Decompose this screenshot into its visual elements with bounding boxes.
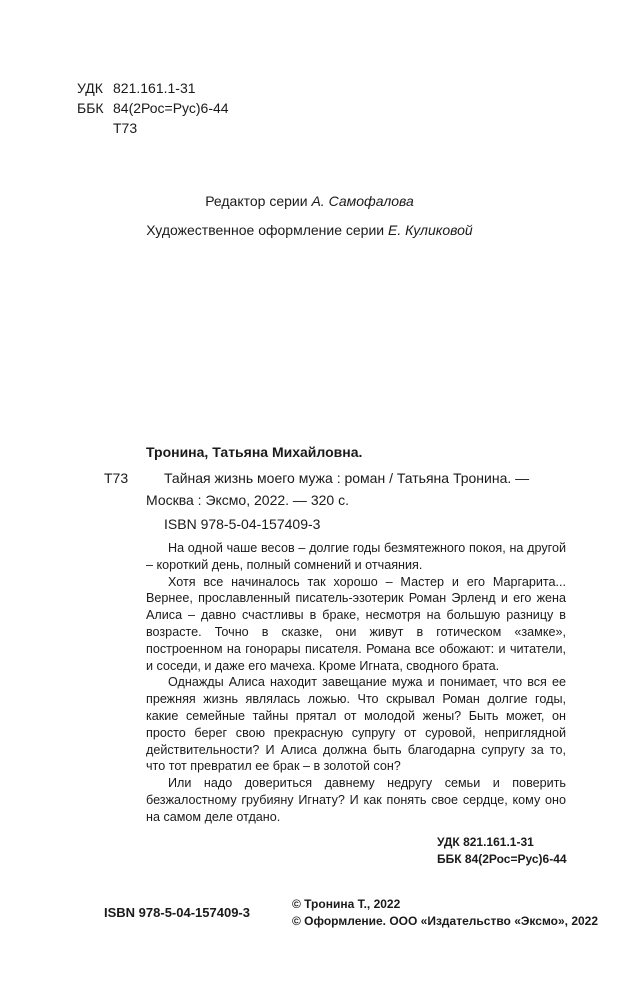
- bottom-isbn: ISBN 978-5-04-157409-3: [104, 905, 250, 921]
- record-mark: Т73: [104, 470, 129, 486]
- classification-block: [77, 78, 229, 138]
- record-title-1: Тайная жизнь моего мужа : роман / Татьяна Тронина. —: [164, 470, 530, 486]
- footer-bbk: ББК 84(2Рос=Рус)6-44: [437, 851, 567, 866]
- design-label: Художественное оформление серии: [146, 222, 385, 238]
- annotation-paragraph: Хотя все начиналось так хорошо – Мастер и его Маргарита... Вернее, прославленный писатель-эзотерик Роман Эрленд и его жена Алиса – давно счастливы в браке, несмотря на большую разницу в возрасте. Точно в сказке, они живут в готическом «замке», построенном на гонорары писателя. Романа все обожают: и читатели, и соседи, и даже его мачеха. Кроме Игната, сводного брата.: [146, 574, 566, 673]
- footer-udk: УДК 821.161.1-31: [437, 834, 534, 849]
- bbk-code: 84(2Рос=Рус)6-44: [113, 100, 229, 116]
- series-editor: [0, 193, 619, 209]
- copyright-author: © Тронина Т., 2022: [292, 896, 401, 911]
- lower-section: [104, 540, 599, 930]
- series-design: [0, 222, 619, 238]
- designer-name: Е. Куликовой: [388, 222, 473, 238]
- annotation-paragraph: Или надо довериться давнему недругу семьи и поверить безжалостному грубияну Игнату? И как понять свое сердце, кому оно на самом деле отдано.: [146, 776, 566, 824]
- bottom-block: [104, 896, 599, 930]
- annotation-paragraph: На одной чаше весов – долгие годы безмятежного покоя, на другой – короткий день, полный сомнений и отчаяния.: [146, 541, 566, 572]
- editor-label: Редактор серии: [205, 193, 308, 209]
- footer-codes: [437, 834, 566, 868]
- annotation-paragraph: Однажды Алиса находит завещание мужа и понимает, что вся ее прежняя жизнь являлась ложью. Что скрывал Роман долгие годы, какие семейные тайны прятал от молодой жены? Быть может, он просто берег свою прекрасную супругу от суровой, неприглядной действительности? И Алиса должна быть благодарна супругу за то, что тот превратил ее брак – в золотой сон?: [146, 675, 566, 774]
- editor-name: А. Самофалова: [311, 193, 414, 209]
- copyright-block: [292, 896, 598, 930]
- record-isbn: ISBN 978-5-04-157409-3: [164, 516, 321, 532]
- bbk-label: ББК: [77, 100, 104, 116]
- record-title-2: Москва : Эксмо, 2022. — 320 с.: [146, 492, 349, 508]
- copyright-design: © Оформление. ООО «Издательство «Эксмо», 2022: [292, 913, 599, 928]
- record-author: Тронина, Татьяна Михайловна.: [146, 444, 363, 460]
- udk-code: 821.161.1-31: [113, 80, 196, 96]
- udk-label: УДК: [77, 80, 103, 96]
- annotation: [146, 540, 566, 826]
- author-mark: Т73: [113, 120, 138, 136]
